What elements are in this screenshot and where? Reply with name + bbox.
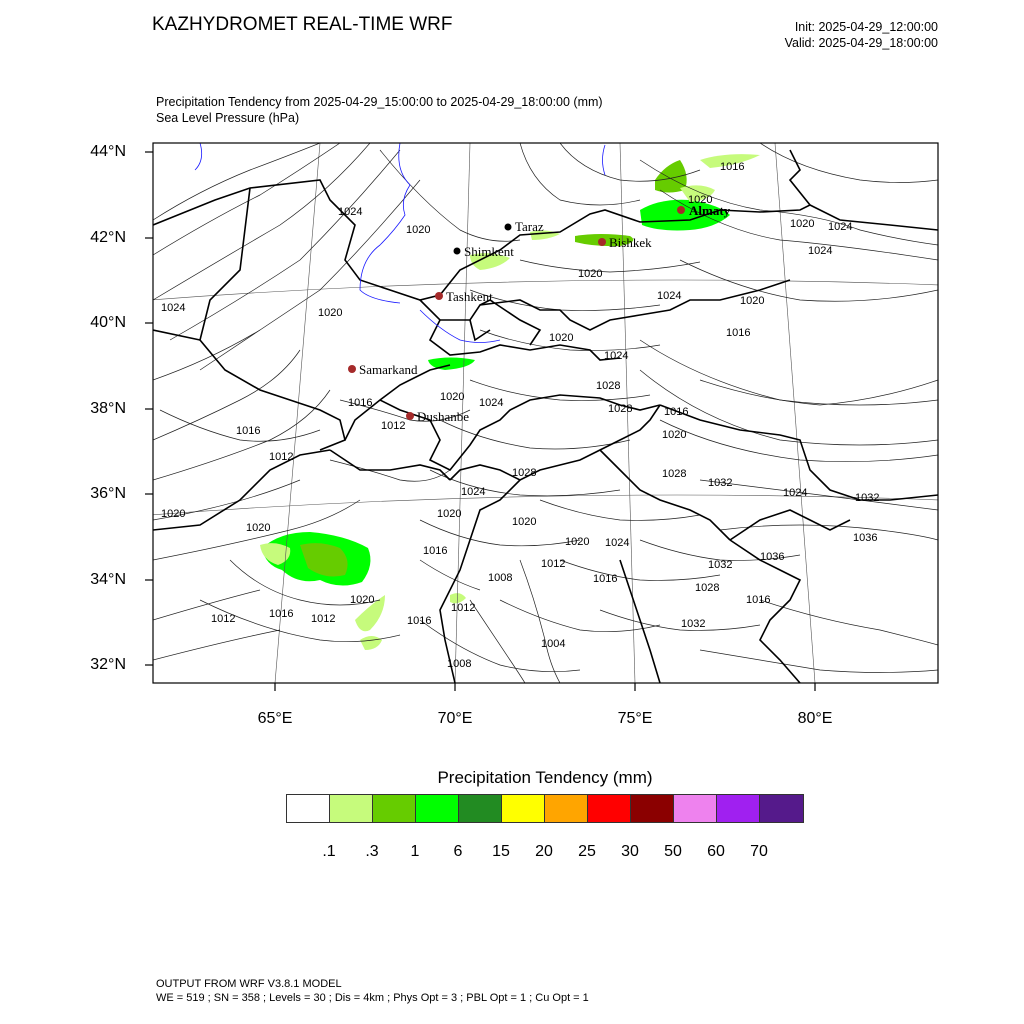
graticule	[150, 143, 940, 683]
pressure-label: 1020	[318, 307, 343, 319]
colorbar-label: 20	[535, 843, 553, 860]
pressure-label: 1024	[479, 397, 504, 409]
lat-label: 40°N	[90, 314, 126, 331]
city-dot-bishkek	[598, 238, 606, 246]
pressure-label: 1020	[246, 522, 271, 534]
lat-label: 44°N	[90, 143, 126, 160]
init-time: Init: 2025-04-29_12:00:00	[794, 20, 938, 34]
pressure-label: 1008	[447, 658, 472, 670]
colorbar	[286, 794, 804, 823]
colorbar-label: 60	[707, 843, 725, 860]
colorbar-label: 30	[621, 843, 639, 860]
colorbar-title: Precipitation Tendency (mm)	[437, 768, 653, 787]
city-dot-shimkent	[454, 248, 461, 255]
rivers	[195, 143, 605, 343]
pressure-label: 1036	[853, 532, 878, 544]
pressure-label: 1012	[311, 613, 336, 625]
pressure-label: 1012	[381, 420, 406, 432]
colorbar-swatch	[416, 795, 459, 822]
pressure-label: 1012	[269, 451, 294, 463]
pressure-label: 1016	[269, 608, 294, 620]
city-dot-tashkent	[435, 292, 443, 300]
pressure-label: 1020	[740, 295, 765, 307]
pressure-label: 1024	[461, 486, 486, 498]
pressure-label: 1020	[350, 594, 375, 606]
pressure-label: 1016	[726, 327, 751, 339]
pressure-label: 1012	[451, 602, 476, 614]
pressure-label: 1024	[605, 537, 630, 549]
pressure-label: 1020	[578, 268, 603, 280]
footer-config: WE = 519 ; SN = 358 ; Levels = 30 ; Dis = 4km ; Phys Opt = 3 ; PBL Opt = 1 ; Cu Opt = 1	[156, 992, 589, 1004]
pressure-label: 1016	[236, 425, 261, 437]
pressure-label: 1020	[161, 508, 186, 520]
colorbar-swatch	[459, 795, 502, 822]
pressure-label: 1028	[608, 403, 633, 415]
colorbar-label: 6	[453, 843, 463, 860]
axis-ticks	[145, 152, 815, 691]
pressure-label: 1016	[664, 406, 689, 418]
country-borders	[153, 150, 938, 683]
pressure-label: 1024	[161, 302, 186, 314]
pressure-label: 1016	[746, 594, 771, 606]
lat-label: 36°N	[90, 485, 126, 502]
map-frame	[153, 143, 938, 683]
city-label-tashkent: Tashkent	[446, 289, 493, 304]
colorbar-swatch	[760, 795, 803, 822]
colorbar-label: 15	[492, 843, 510, 860]
pressure-label: 1028	[596, 380, 621, 392]
footer-model: OUTPUT FROM WRF V3.8.1 MODEL	[156, 978, 342, 990]
lat-label: 42°N	[90, 229, 126, 246]
colorbar-label: 50	[664, 843, 682, 860]
pressure-label: 1016	[407, 615, 432, 627]
pressure-label: 1028	[512, 467, 537, 479]
pressure-label: 1020	[688, 194, 713, 206]
map-content	[150, 143, 940, 683]
colorbar-swatch	[545, 795, 588, 822]
city-label-shimkent: Shimkent	[464, 244, 514, 259]
pressure-label: 1016	[348, 397, 373, 409]
pressure-label: 1016	[720, 161, 745, 173]
pressure-label: 1028	[695, 582, 720, 594]
pressure-label: 1020	[512, 516, 537, 528]
pressure-label: 1024	[783, 487, 808, 499]
city-label-samarkand: Samarkand	[359, 362, 418, 377]
pressure-label: 1028	[662, 468, 687, 480]
lon-label: 80°E	[797, 710, 833, 727]
pressure-label: 1032	[681, 618, 706, 630]
pressure-label: 1020	[549, 332, 574, 344]
pressure-label: 1024	[828, 221, 853, 233]
lon-label: 70°E	[437, 710, 473, 727]
colorbar-label: .1	[322, 843, 336, 860]
pressure-label: 1012	[211, 613, 236, 625]
pressure-label: 1016	[423, 545, 448, 557]
pressure-label: 1004	[541, 638, 566, 650]
city-dot-samarkand	[348, 365, 356, 373]
city-dot-taraz	[505, 224, 512, 231]
pressure-label: 1024	[808, 245, 833, 257]
isobar-contours	[153, 143, 938, 683]
city-dot-almaty	[677, 206, 685, 214]
pressure-label: 1020	[662, 429, 687, 441]
city-label-almaty: Almaty	[689, 203, 731, 218]
subtitle-slp: Sea Level Pressure (hPa)	[156, 111, 300, 125]
colorbar-label: 70	[750, 843, 768, 860]
colorbar-swatch	[717, 795, 760, 822]
pressure-label: 1012	[541, 558, 566, 570]
lon-label: 75°E	[617, 710, 653, 727]
colorbar-label: .3	[365, 843, 379, 860]
pressure-label: 1024	[338, 206, 363, 218]
pressure-label: 1020	[565, 536, 590, 548]
colorbar-swatch	[502, 795, 545, 822]
lat-label: 38°N	[90, 400, 126, 417]
pressure-label: 1020	[437, 508, 462, 520]
pressure-label: 1008	[488, 572, 513, 584]
colorbar-label: 25	[578, 843, 596, 860]
city-label-dushanbe: Dushanbe	[417, 409, 469, 424]
lon-label: 65°E	[257, 710, 293, 727]
lat-label: 34°N	[90, 571, 126, 588]
chart-title: KAZHYDROMET REAL-TIME WRF	[152, 14, 453, 35]
pressure-label: 1016	[593, 573, 618, 585]
colorbar-swatch	[287, 795, 330, 822]
city-label-taraz: Taraz	[515, 219, 544, 234]
pressure-label: 1020	[790, 218, 815, 230]
pressure-label: 1024	[604, 350, 629, 362]
colorbar-swatch	[674, 795, 717, 822]
city-dot-dushanbe	[406, 412, 414, 420]
colorbar-swatch	[588, 795, 631, 822]
pressure-label: 1032	[708, 477, 733, 489]
pressure-label: 1036	[760, 551, 785, 563]
valid-time: Valid: 2025-04-29_18:00:00	[784, 36, 938, 50]
pressure-label: 1020	[406, 224, 431, 236]
colorbar-swatch	[373, 795, 416, 822]
subtitle-precip: Precipitation Tendency from 2025-04-29_15:00:00 to 2025-04-29_18:00:00 (mm)	[156, 95, 603, 109]
pressure-label: 1020	[440, 391, 465, 403]
colorbar-label: 1	[410, 843, 420, 860]
isobar-labels	[161, 161, 879, 670]
lat-label: 32°N	[90, 656, 126, 673]
colorbar-swatch	[631, 795, 674, 822]
colorbar-swatch	[330, 795, 373, 822]
city-label-bishkek: Bishkek	[609, 235, 652, 250]
pressure-label: 1032	[855, 492, 880, 504]
pressure-label: 1032	[708, 559, 733, 571]
pressure-label: 1024	[657, 290, 682, 302]
